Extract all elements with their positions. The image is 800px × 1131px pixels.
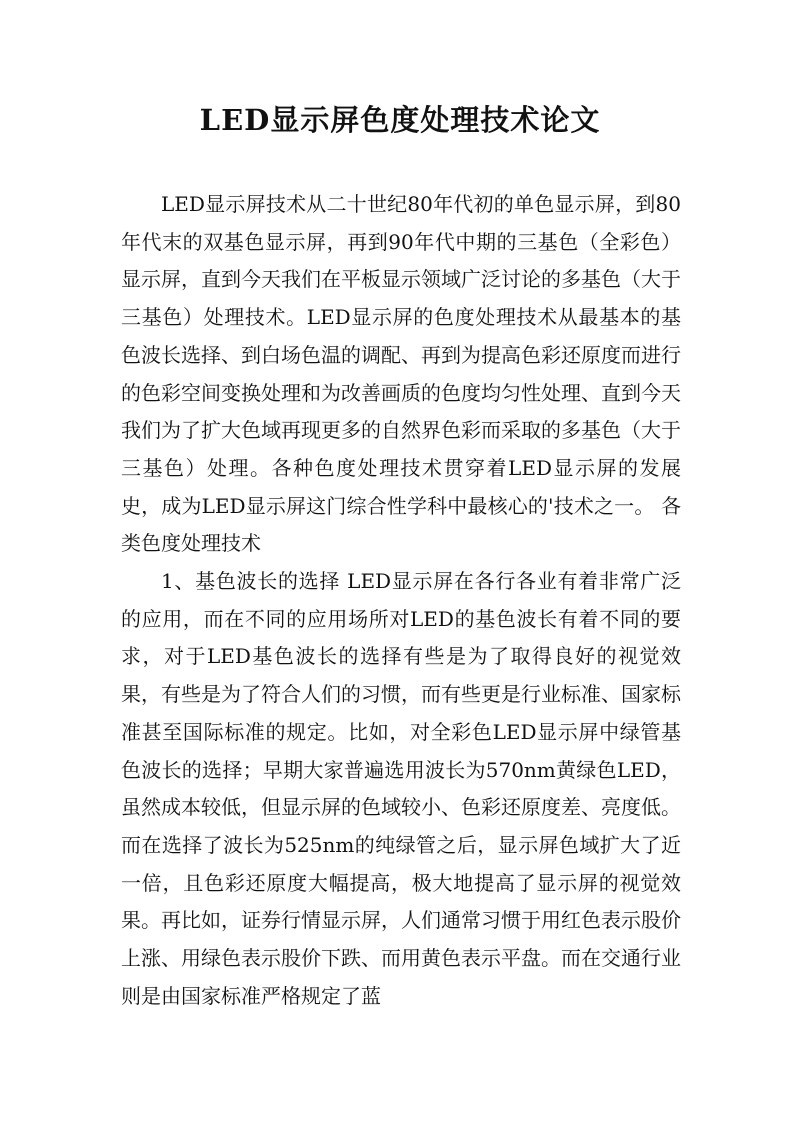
paragraph-intro: LED显示屏技术从二十世纪80年代初的单色显示屏，到80年代末的双基色显示屏，再到90年代中期的三基色（全彩色）显示屏，直到今天我们在平板显示领域广泛讨论的多基色（大于三基色）处理技术。LED显示屏的色度处理技术从最基本的基色波长选择、到白场色温的调配、再到为提高色彩还原度而进行的色彩空间变换处理和为改善画质的色度均匀性处理、直到今天我们为了扩大色域再现更多的自然界色彩而采取的多基色（大于三基色）处理。各种色度处理技术贯穿着LED显示屏的发展史，成为LED显示屏这门综合性学科中最核心的'技术之一。 各类色度处理技术 — [121, 192, 681, 556]
page-title: LED显示屏色度处理技术论文 — [199, 103, 601, 137]
paragraph-wavelength-selection: 1、基色波长的选择 LED显示屏在各行各业有着非常广泛的应用，而在不同的应用场所对LED的基色波长有着不同的要求，对于LED基色波长的选择有些是为了取得良好的视觉效果，有些是为了符合人们的习惯，而有些更是行业标准、国家标准甚至国际标准的规定。比如，对全彩色LED显示屏中绿管基色波长的选择；早期大家普遍选用波长为570nm黄绿色LED，虽然成本较低，但显示屏的色域较小、色彩还原度差、亮度低。而在选择了波长为525nm的纯绿管之后，显示屏色域扩大了近一倍，且色彩还原度大幅提高，极大地提高了显示屏的视觉效果。再比如，证券行情显示屏，人们通常习惯于用红色表示股价上涨、用绿色表示股价下跌、而用黄色表示平盘。而在交通行业则是由国家标准严格规定了蓝 — [121, 569, 681, 1008]
document-body — [121, 186, 681, 1015]
